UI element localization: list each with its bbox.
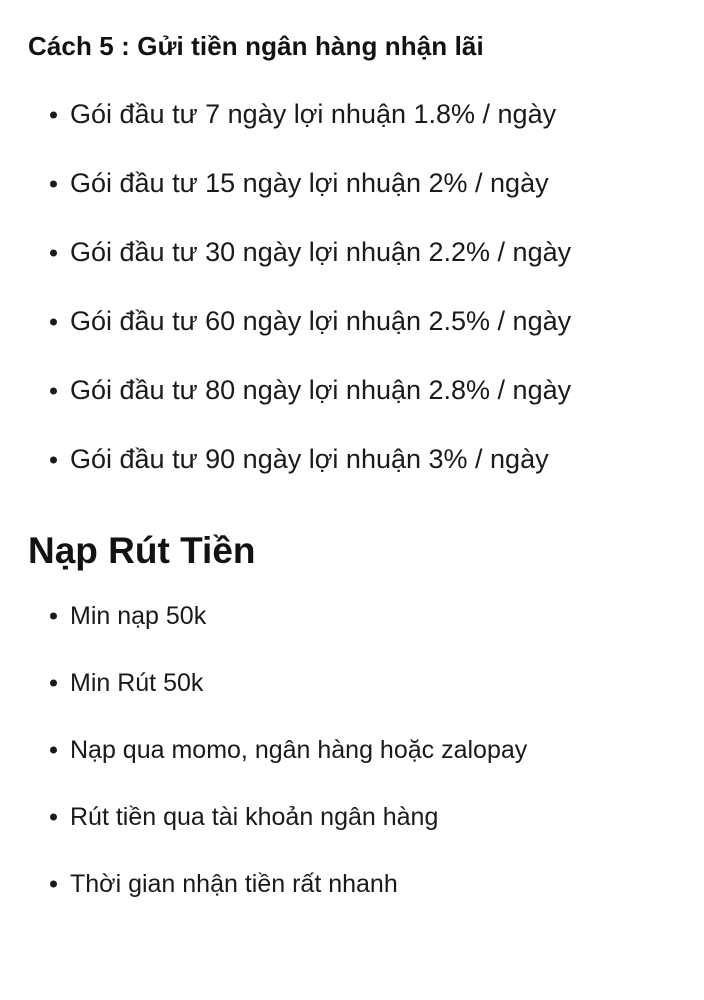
list-item — [28, 150, 676, 219]
bullet-dot-icon — [50, 814, 57, 821]
list-item-label: Min nạp 50k — [70, 601, 207, 630]
list-item-label: Gói đầu tư 7 ngày lợi nhuận 1.8% / ngày — [70, 99, 557, 130]
bullet-dot-icon — [50, 457, 57, 464]
bullet-dot-icon — [50, 388, 57, 395]
list-item-label: Gói đầu tư 80 ngày lợi nhuận 2.8% / ngày — [70, 375, 572, 406]
investment-package-list — [28, 81, 676, 495]
bullet-dot-icon — [50, 112, 57, 119]
list-item — [28, 81, 676, 150]
investment-section-heading: Cách 5 : Gửi tiền ngân hàng nhận lãi — [28, 31, 484, 61]
list-item — [28, 426, 676, 495]
list-item — [28, 784, 676, 851]
list-item-label: Gói đầu tư 30 ngày lợi nhuận 2.2% / ngày — [70, 237, 572, 268]
bullet-dot-icon — [50, 680, 57, 687]
list-item — [28, 717, 676, 784]
list-item-label: Thời gian nhận tiền rất nhanh — [70, 869, 398, 898]
bullet-dot-icon — [50, 747, 57, 754]
bullet-dot-icon — [50, 881, 57, 888]
wallet-section-heading: Nạp Rút Tiền — [28, 529, 256, 571]
list-item-label: Gói đầu tư 90 ngày lợi nhuận 3% / ngày — [70, 444, 549, 475]
list-item — [28, 357, 676, 426]
list-item — [28, 288, 676, 357]
list-item — [28, 583, 676, 650]
list-item-label: Min Rút 50k — [70, 668, 204, 697]
bullet-dot-icon — [50, 319, 57, 326]
bullet-dot-icon — [50, 613, 57, 620]
list-item-label: Nạp qua momo, ngân hàng hoặc zalopay — [70, 735, 528, 764]
list-item-label: Gói đầu tư 15 ngày lợi nhuận 2% / ngày — [70, 168, 549, 199]
list-item — [28, 851, 676, 918]
bullet-dot-icon — [50, 250, 57, 257]
wallet-info-list — [28, 583, 676, 918]
list-item-label: Rút tiền qua tài khoản ngân hàng — [70, 802, 439, 831]
list-item-label: Gói đầu tư 60 ngày lợi nhuận 2.5% / ngày — [70, 306, 572, 337]
bullet-dot-icon — [50, 181, 57, 188]
list-item — [28, 219, 676, 288]
list-item — [28, 650, 676, 717]
